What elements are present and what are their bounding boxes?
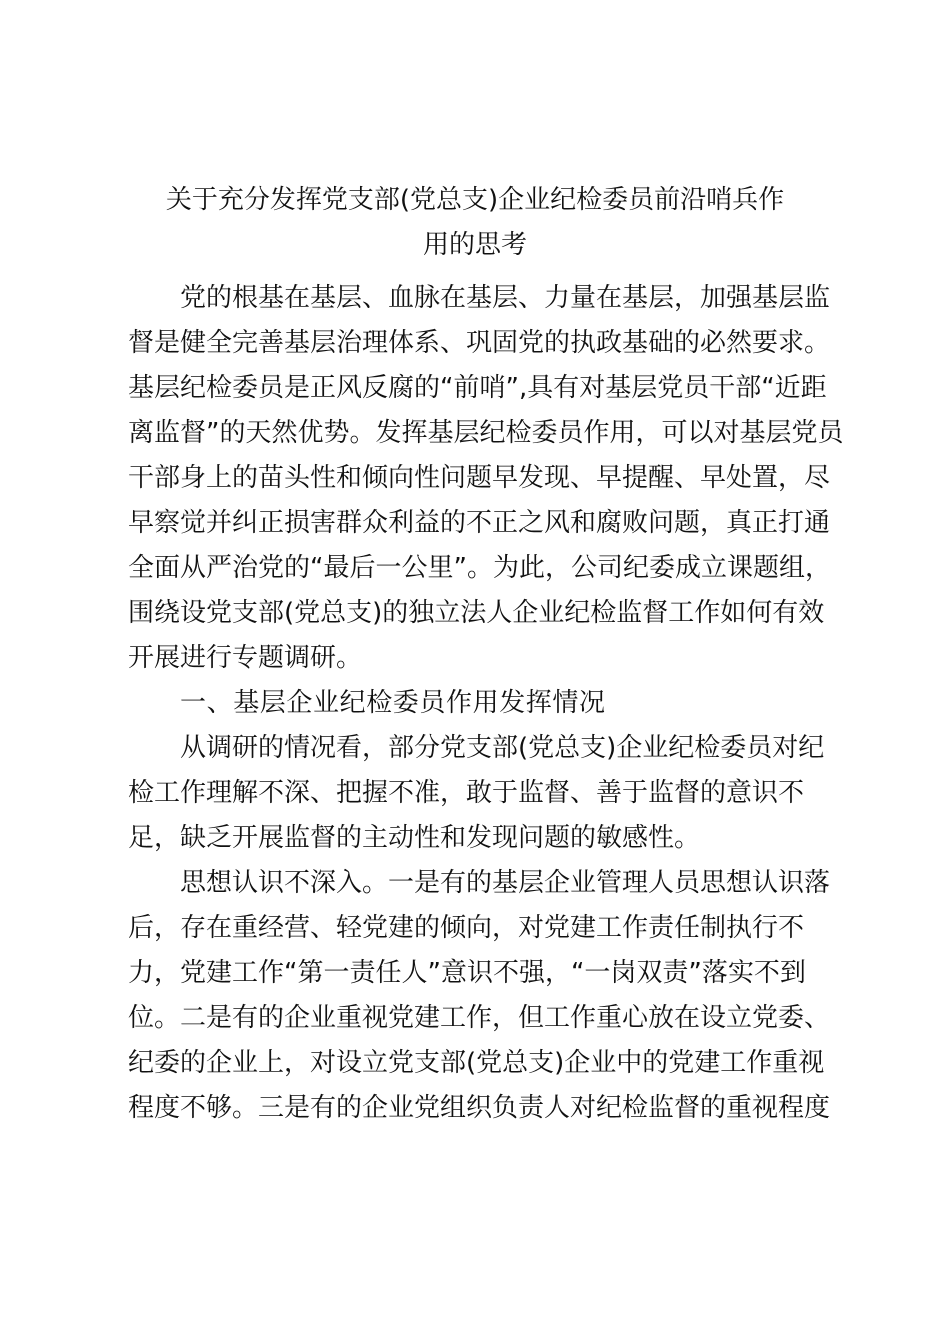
section-heading: 一、基层企业纪检委员作用发挥情况	[180, 688, 606, 718]
paragraph-3-line: 纪委的企业上，对设立党支部(党总支)企业中的党建工作重视	[128, 1048, 825, 1078]
paragraph-1-line: 党的根基在基层、血脉在基层、力量在基层，加强基层监	[180, 283, 831, 313]
paragraph-3-line: 程度不够。三是有的企业党组织负责人对纪检监督的重视程度	[128, 1093, 831, 1123]
paragraph-2-line: 检工作理解不深、把握不准，敢于监督、善于监督的意识不	[128, 778, 805, 808]
paragraph-2-line: 从调研的情况看，部分党支部(党总支)企业纪检委员对纪	[180, 733, 825, 763]
paragraph-3-line: 思想认识不深入。一是有的基层企业管理人员思想认识落	[180, 868, 831, 898]
paragraph-1-line: 早察觉并纠正损害群众利益的不正之风和腐败问题，真正打通	[128, 508, 831, 538]
document-body	[128, 276, 844, 1131]
paragraph-2-line: 足，缺乏开展监督的主动性和发现问题的敏感性。	[128, 823, 701, 853]
paragraph-1-line: 基层纪检委员是正风反腐的“前哨”,具有对基层党员干部“近距	[128, 373, 827, 403]
document-title	[120, 178, 830, 268]
paragraph-1-line: 干部身上的苗头性和倾向性问题早发现、早提醒、早处置，尽	[128, 463, 831, 493]
title-line-2: 用的思考	[422, 230, 527, 260]
paragraph-1-line: 开展进行专题调研。	[128, 643, 363, 673]
paragraph-3-line: 后，存在重经营、轻党建的倾向，对党建工作责任制执行不	[128, 913, 805, 943]
paragraph-3-line: 力，党建工作“第一责任人”意识不强，“一岗双责”落实不到	[128, 958, 806, 988]
title-line-1: 关于充分发挥党支部(党总支)企业纪检委员前沿哨兵作	[165, 185, 785, 215]
paragraph-1-line: 离监督”的天然优势。发挥基层纪检委员作用，可以对基层党员	[128, 418, 844, 448]
paragraph-1-line: 督是健全完善基层治理体系、巩固党的执政基础的必然要求。	[128, 328, 831, 358]
paragraph-3-line: 位。二是有的企业重视党建工作，但工作重心放在设立党委、	[128, 1003, 831, 1033]
paragraph-1-line: 全面从严治党的“最后一公里”。为此，公司纪委成立课题组，	[128, 553, 831, 583]
paragraph-1-line: 围绕设党支部(党总支)的独立法人企业纪检监督工作如何有效	[128, 598, 825, 628]
